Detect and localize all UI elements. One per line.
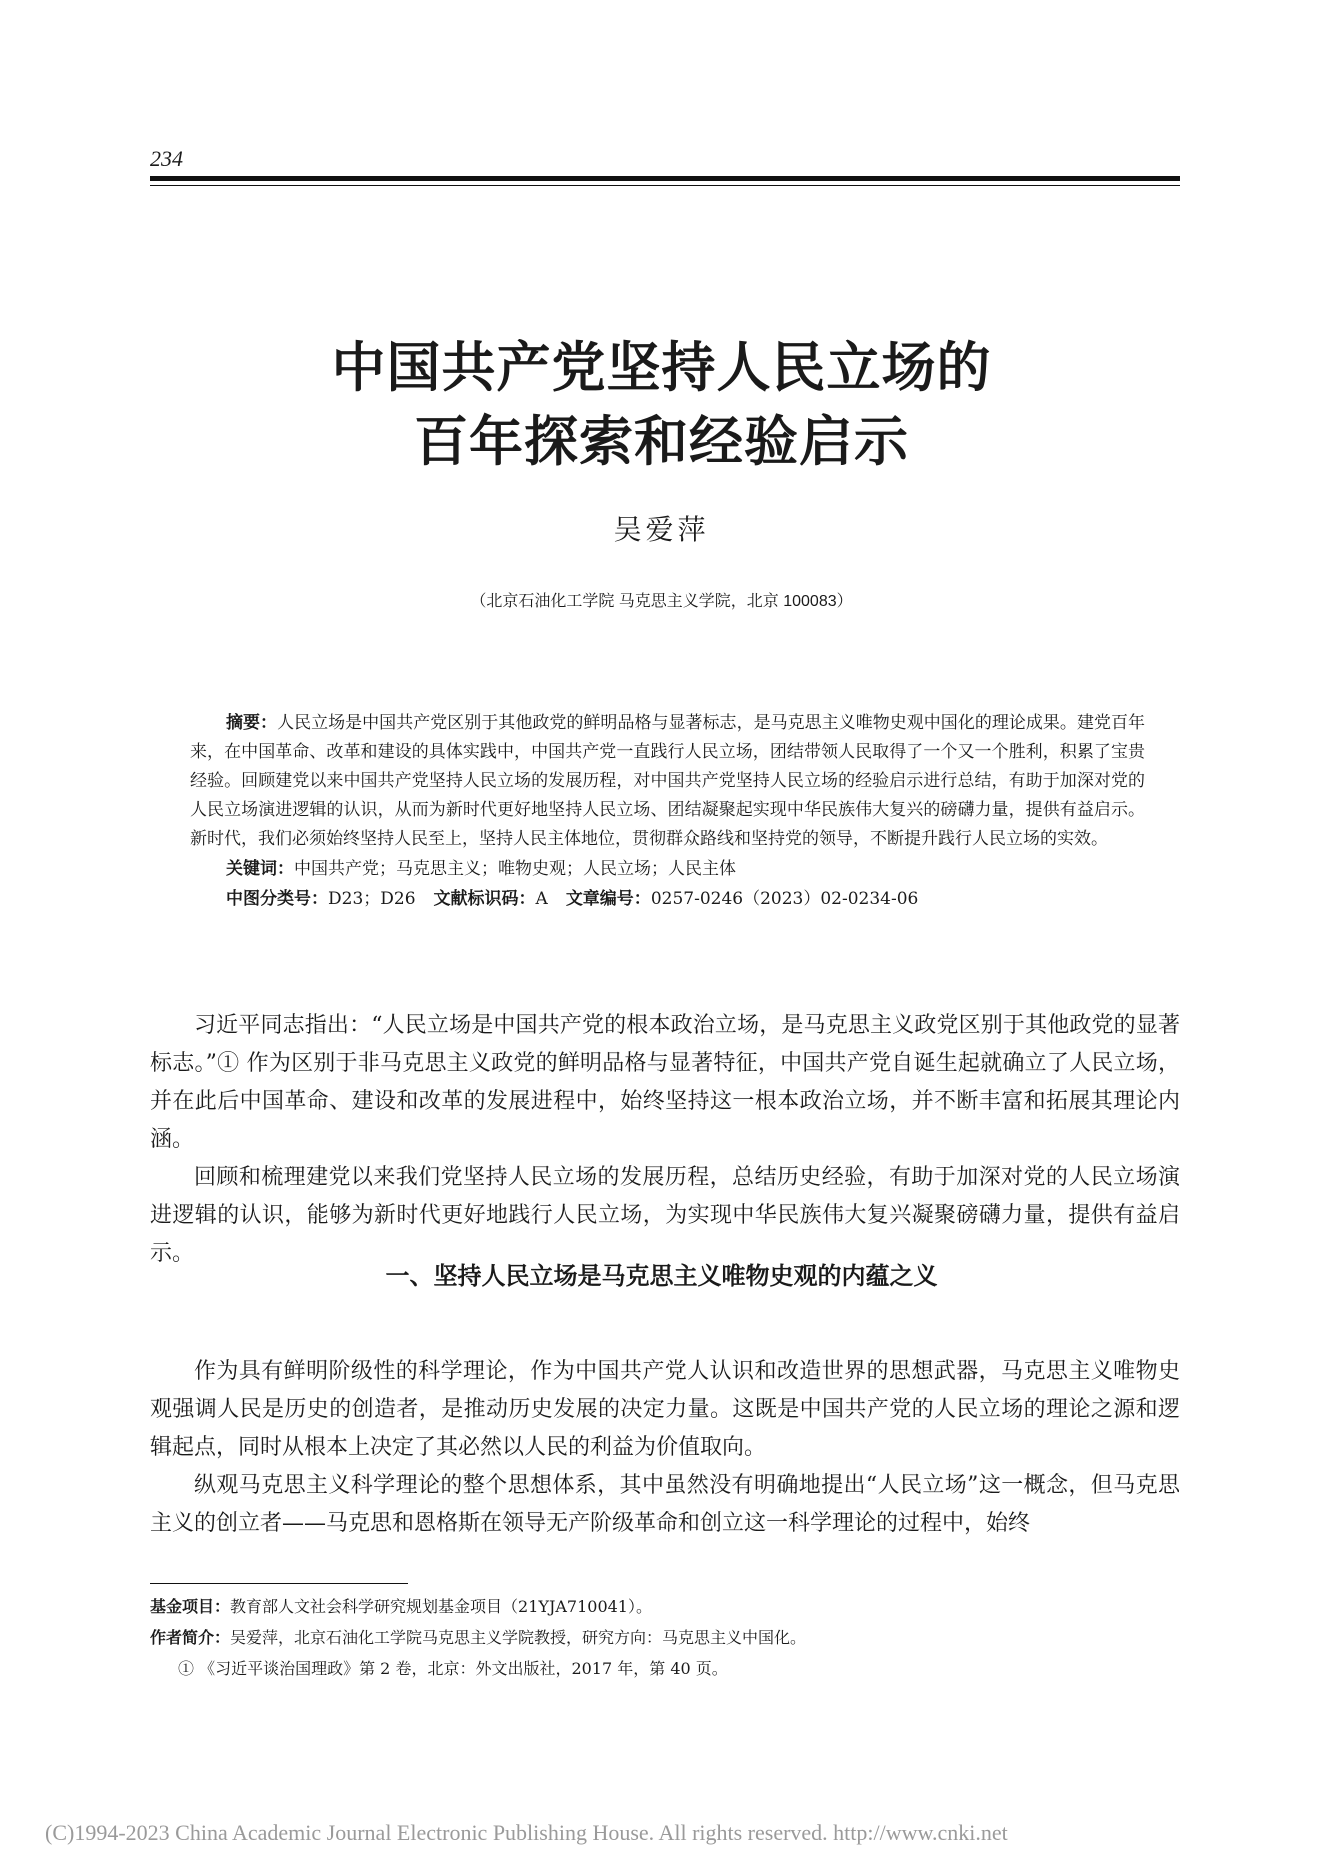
copyright-footer: (C)1994-2023 China Academic Journal Electronic Publishing House. All rights reserved. http://www.cnki.net <box>45 1820 1008 1845</box>
article-title-line1: 中国共产党坚持人民立场的 <box>331 335 992 399</box>
section-1-body <box>150 1353 1180 1543</box>
keywords-text: 中国共产党；马克思主义；唯物史观；人民立场；人民主体 <box>294 859 736 879</box>
author-affiliation: （北京石油化工学院 马克思主义学院，北京 100083） <box>470 593 853 610</box>
classification-info <box>190 884 1145 914</box>
doc-code-value: A <box>535 889 548 909</box>
header-rule-thick <box>150 176 1180 181</box>
author-bio-label: 作者简介： <box>150 1630 231 1647</box>
article-title-line2: 百年探索和经验启示 <box>414 409 909 473</box>
page-number: 234 <box>150 146 183 171</box>
section1-paragraph-2: 纵观马克思主义科学理论的整个思想体系，其中虽然没有明确地提出“人民立场”这一概念，但马克思主义的创立者——马克思和恩格斯在领导无产阶级革命和创立这一科学理论的过程中，始终 <box>150 1473 1180 1536</box>
abstract-label: 摘要： <box>226 713 278 732</box>
footnotes <box>150 1592 1180 1684</box>
doc-code-label: 文献标识码： <box>433 889 536 908</box>
clc-label: 中图分类号： <box>226 889 328 908</box>
section-heading-1: 一、坚持人民立场是马克思主义唯物史观的内蕴之义 <box>385 1263 938 1290</box>
clc-value: D23；D26 <box>328 889 416 909</box>
author-bio-text: 吴爱萍，北京石油化工学院马克思主义学院教授，研究方向：马克思主义中国化。 <box>230 1628 807 1647</box>
header-rule-thin <box>150 185 1180 186</box>
keywords-label: 关键词： <box>226 859 294 878</box>
footnote-rule <box>150 1583 408 1584</box>
fund-text: 教育部人文社会科学研究规划基金项目（21YJA710041）。 <box>230 1597 652 1616</box>
article-title <box>0 330 1323 478</box>
intro-paragraph-1: 习近平同志指出：“人民立场是中国共产党的根本政治立场，是马克思主义政党区别于其他政党的显著标志。”① 作为区别于非马克思主义政党的鲜明品格与显著特征，中国共产党自诞生起就确立了人民立场，并在此后中国革命、建设和改革的发展进程中，始终坚持这一根本政治立场，并不断丰富和拓展其理论内涵。 <box>150 1013 1180 1152</box>
article-no-label: 文章编号： <box>565 889 651 908</box>
fund-label: 基金项目： <box>150 1599 231 1616</box>
intro-paragraph-2: 回顾和梳理建党以来我们党坚持人民立场的发展历程，总结历史经验，有助于加深对党的人民立场演进逻辑的认识，能够为新时代更好地践行人民立场，为实现中华民族伟大复兴凝聚磅礴力量，提供有益启示。 <box>150 1165 1180 1266</box>
article-no-value: 0257-0246（2023）02-0234-06 <box>650 889 919 909</box>
abstract <box>190 708 1145 854</box>
abstract-text: 人民立场是中国共产党区别于其他政党的鲜明品格与显著标志，是马克思主义唯物史观中国化的理论成果。建党百年来，在中国革命、改革和建设的具体实践中，中国共产党一直践行人民立场，团结带领人民取得了一个又一个胜利，积累了宝贵经验。回顾建党以来中国共产党坚持人民立场的发展历程，对中国共产党坚持人民立场的经验启示进行总结，有助于加深对党的人民立场演进逻辑的认识，从而为新时代更好地坚持人民立场、团结凝聚起实现中华民族伟大复兴的磅礴力量，提供有益启示。新时代，我们必须始终坚持人民至上，坚持人民主体地位，贯彻群众路线和坚持党的领导，不断提升践行人民立场的实效。 <box>190 713 1146 849</box>
footnote-1: ① 《习近平谈治国理政》第 2 卷，北京：外文出版社，2017 年，第 40 页。 <box>178 1659 728 1678</box>
author-bio-note <box>150 1623 1180 1654</box>
intro-section <box>150 1007 1180 1273</box>
section1-paragraph-1: 作为具有鲜明阶级性的科学理论，作为中国共产党人认识和改造世界的思想武器，马克思主义唯物史观强调人民是历史的创造者，是推动历史发展的决定力量。这既是中国共产党的人民立场的理论之源和逻辑起点，同时从根本上决定了其必然以人民的利益为价值取向。 <box>150 1359 1180 1460</box>
keywords <box>190 854 1145 884</box>
article-author: 吴爱萍 <box>613 513 710 546</box>
fund-note <box>150 1592 1180 1623</box>
abstract-block <box>190 708 1145 914</box>
